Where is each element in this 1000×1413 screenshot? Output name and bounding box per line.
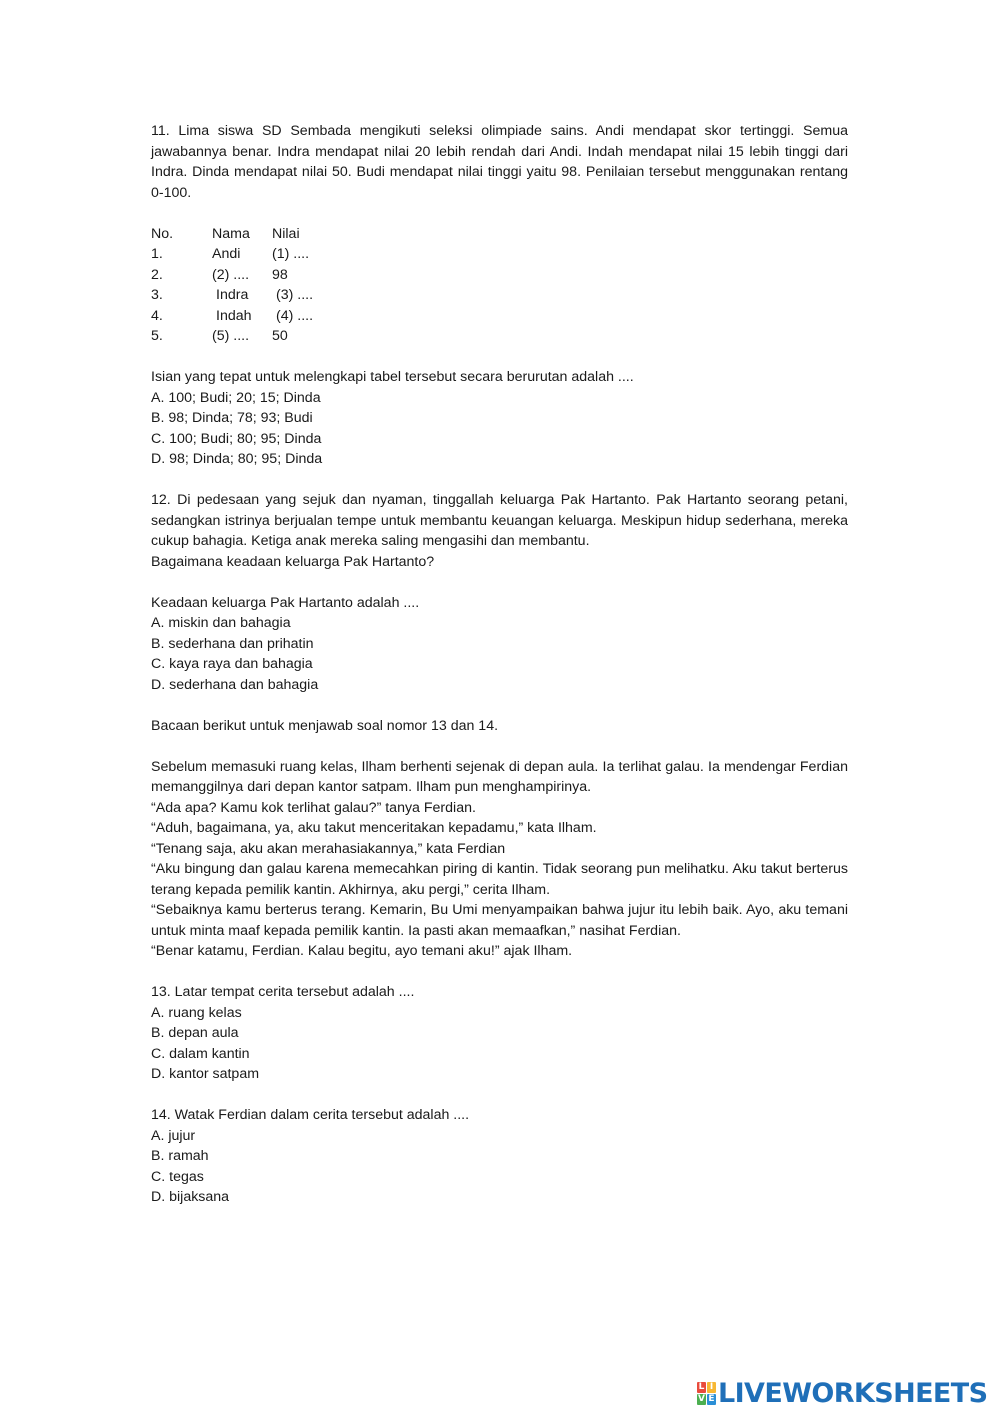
row-nilai: 50 [272, 328, 288, 344]
reading-intro: Bacaan berikut untuk menjawab soal nomor 13 dan 14. [151, 717, 499, 734]
q14-option-c[interactable]: C. tegas [151, 1168, 204, 1185]
row-nama: (5) .... [212, 328, 250, 344]
q11-option-c[interactable]: C. 100; Budi; 80; 95; Dinda [151, 430, 322, 447]
q11-option-a[interactable]: A. 100; Budi; 20; 15; Dinda [151, 389, 321, 406]
row-nama: Indra [216, 287, 249, 303]
table-header [151, 224, 848, 245]
liveworksheets-mark-icon [697, 1382, 716, 1405]
q14-option-b[interactable]: B. ramah [151, 1148, 209, 1164]
header-nilai: Nilai [272, 225, 300, 242]
row-no: 3. [151, 287, 163, 303]
mark-letter-i: I [707, 1382, 716, 1393]
reading-paragraph: “Ada apa? Kamu kok terlihat galau?” tanya Ferdian. [151, 799, 476, 816]
reading-paragraph: Sebelum memasuki ruang kelas, Ilham berhenti sejenak di depan aula. Ia terlihat galau. Ia mendengar Ferdian memanggilnya dari depan kantor satpam. Ilham pun menghampirinya. [151, 758, 848, 795]
q12-text: 12. Di pedesaan yang sejuk dan nyaman, tinggallah keluarga Pak Hartanto. Pak Hartanto seorang petani, sedangkan istrinya berjualan tempe untuk membantu keuangan keluarga. Meskipun hidup sederhana, mereka cukup bahagia. Ketiga anak mereka saling mengasihi dan membantu. [151, 492, 848, 549]
table-row [151, 285, 848, 306]
header-no: No. [151, 225, 174, 242]
q11-table [151, 224, 848, 347]
q12-subquestion: Bagaimana keadaan keluarga Pak Hartanto? [151, 553, 435, 570]
q11-question: Isian yang tepat untuk melengkapi tabel tersebut secara berurutan adalah .... [151, 369, 634, 385]
liveworksheets-logo[interactable] [697, 1377, 987, 1409]
reading-paragraph: “Sebaiknya kamu berterus terang. Kemarin, Bu Umi menyampaikan bahwa jujur itu lebih baik. Ayo, aku temani untuk minta maaf kepada pemilik kantin. Ia pasti akan memaafkan,” nasihat Ferdian. [151, 902, 848, 939]
q13-option-a[interactable]: A. ruang kelas [151, 1004, 242, 1021]
mark-letter-e: E [708, 1393, 715, 1404]
q12-option-a[interactable]: A. miskin dan bahagia [151, 615, 291, 631]
q13-option-d[interactable]: D. kantor satpam [151, 1066, 260, 1082]
mark-letter-l: L [698, 1381, 705, 1392]
q13-question: 13. Latar tempat cerita tersebut adalah .... [151, 984, 415, 1000]
reading-paragraph: “Benar katamu, Ferdian. Kalau begitu, ayo temani aku!” ajak Ilham. [151, 943, 573, 959]
row-nilai: 98 [272, 266, 288, 283]
row-nilai: (3) .... [276, 287, 314, 303]
row-no: 1. [151, 246, 163, 262]
table-row [151, 265, 848, 286]
brand-name: LIVEWORKSHEETS [718, 1377, 988, 1409]
table-row [151, 244, 848, 265]
row-no: 4. [151, 307, 163, 324]
reading-paragraph: “Aduh, bagaimana, ya, aku takut menceritakan kepadamu,” kata Ilham. [151, 820, 597, 836]
row-no: 2. [151, 266, 163, 283]
table-row [151, 306, 848, 327]
reading-paragraph: “Aku bingung dan galau karena memecahkan piring di kantin. Tidak seorang pun melihatku. Aku takut berterus terang kepada pemilik kantin. Akhirnya, aku pergi,” cerita Ilham. [151, 861, 848, 898]
row-nama: Indah [216, 307, 252, 324]
q13-option-b[interactable]: B. depan aula [151, 1025, 239, 1041]
q12-option-c[interactable]: C. kaya raya dan bahagia [151, 656, 313, 672]
row-nilai: (4) .... [276, 307, 314, 324]
q11-option-b[interactable]: B. 98; Dinda; 78; 93; Budi [151, 410, 313, 426]
q12-question: Keadaan keluarga Pak Hartanto adalah .... [151, 594, 420, 611]
q14-option-d[interactable]: D. bijaksana [151, 1189, 230, 1205]
q12-option-b[interactable]: B. sederhana dan prihatin [151, 635, 314, 652]
q11-text: 11. Lima siswa SD Sembada mengikuti seleksi olimpiade sains. Andi mendapat skor tertinggi. Semua jawabannya benar. Indra mendapat nilai 20 lebih rendah dari Andi. Indah mendapat nilai 15 lebih tinggi dari Indra. Dinda mendapat nilai 50. Budi mendapat nilai tinggi yaitu 98. Penilaian tersebut menggunakan rentang 0-100. [151, 123, 848, 201]
row-nama: (2) .... [212, 266, 250, 283]
q11-option-d[interactable]: D. 98; Dinda; 80; 95; Dinda [151, 451, 323, 467]
row-nilai: (1) .... [272, 246, 310, 262]
reading-paragraph: “Tenang saja, aku akan merahasiakannya,” kata Ferdian [151, 840, 506, 857]
q14-question: 14. Watak Ferdian dalam cerita tersebut adalah .... [151, 1107, 470, 1123]
mark-letter-v: V [698, 1393, 705, 1404]
row-nama: Andi [212, 246, 241, 262]
table-row [151, 326, 848, 347]
q13-option-c[interactable]: C. dalam kantin [151, 1045, 250, 1062]
worksheet-content [151, 121, 848, 1208]
q14-option-a[interactable]: A. jujur [151, 1127, 196, 1144]
header-nama: Nama [212, 225, 250, 242]
row-no: 5. [151, 328, 163, 344]
q12-option-d[interactable]: D. sederhana dan bahagia [151, 676, 319, 693]
